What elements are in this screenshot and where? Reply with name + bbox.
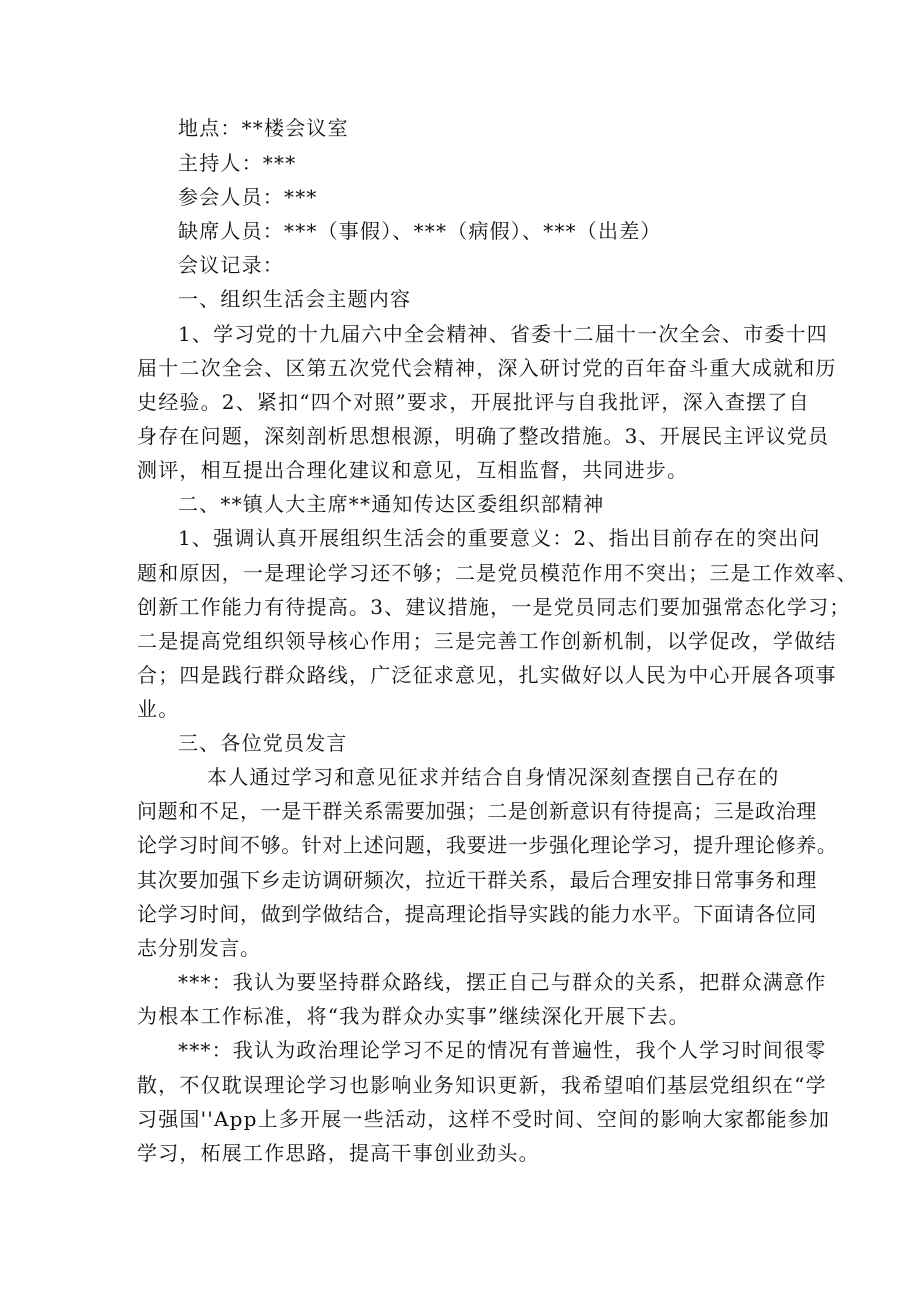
section1-line: 届十二次全会、区第五次党代会精神，深入研讨党的百年奋斗重大成就和历	[137, 356, 837, 380]
speaker1-line: 为根本工作标准，将“我为群众办实事”继续深化开展下去。	[137, 1004, 690, 1028]
section2-line: 二是提高党组织领导核心作用；三是完善工作创新机制，以学促改，学做结	[137, 629, 837, 653]
speaker2-line: 学习，柘展工作思路，提高干事创业劲头。	[137, 1141, 540, 1165]
section-heading-2: 二、**镇人大主席**通知传达区委组织部精神	[178, 492, 605, 516]
meeting-location: 地点：**楼会议室	[178, 116, 349, 140]
meeting-attendees: 参会人员：***	[178, 185, 318, 209]
meeting-minutes-label: 会议记录：	[178, 253, 284, 277]
section2-line: 合；四是践行群众路线，广泛征求意见，扎实做好以人民为中心开展各项事	[137, 663, 837, 687]
section3-intro-line: 论学习时间，做到学做结合，提高理论指导实践的能力水平。下面请各位同	[137, 902, 817, 926]
section2-line: 业。	[137, 697, 180, 721]
speaker1-line: ***：我认为要坚持群众路线，摆正自己与群众的关系，把群众满意作	[178, 970, 827, 994]
section1-line: 史经验。2、紧扣“四个对照”要求，开展批评与自我批评，深入查摆了自	[137, 390, 810, 414]
section3-intro-line: 本人通过学习和意见征求并结合自身情况深刻查摆自己存在的	[207, 765, 780, 789]
section3-intro-line: 志分别发言。	[137, 936, 261, 960]
section2-line: 题和原因，一是理论学习还不够；二是党员模范作用不突出；三是工作效率、	[137, 561, 858, 585]
section3-intro-line: 其次要加强下乡走访调研频次，拉近干群关系，最后合理安排日常事务和理	[137, 868, 817, 892]
section3-intro-line: 论学习时间不够。针对上述问题，我要进一步强化理论学习，提升理论修养。	[137, 833, 838, 857]
speaker2-line: 散，不仅耽误理论学习也影响业务知识更新，我希望咱们基层党组织在“学	[137, 1073, 827, 1097]
section3-intro-line: 问题和不足，一是干群关系需要加强；二是创新意识有待提高；三是政治理	[137, 799, 817, 823]
meeting-host: 主持人：***	[178, 151, 297, 175]
meeting-absentees: 缺席人员：***（事假）、***（病假）、***（出差）	[178, 219, 662, 243]
section1-line: 测评，相互提出合理化建议和意见，互相监督，共同进步。	[137, 458, 689, 482]
section2-line: 创新工作能力有待提高。3、建议措施，一是党员同志们要加强常态化学习；	[137, 595, 851, 619]
section-heading-3: 三、各位党员发言	[178, 731, 348, 755]
section-heading-1: 一、组织生活会主题内容	[178, 287, 412, 311]
speaker2-line: 习强国''App上多开展一些活动，这样不受时间、空间的影响大家都能参加	[137, 1107, 831, 1131]
speaker2-line: ***：我认为政治理论学习不足的情况有普遍性，我个人学习时间很零	[178, 1038, 827, 1062]
section1-line: 1、学习党的十九届六中全会精神、省委十二届十一次全会、市委十四	[178, 322, 828, 346]
section2-line: 1、强调认真开展组织生活会的重要意义：2、指出目前存在的突出问	[178, 526, 821, 550]
section1-line: 身存在问题，深刻剖析思想根源，明确了整改措施。3、开展民主评议党员	[137, 424, 830, 448]
